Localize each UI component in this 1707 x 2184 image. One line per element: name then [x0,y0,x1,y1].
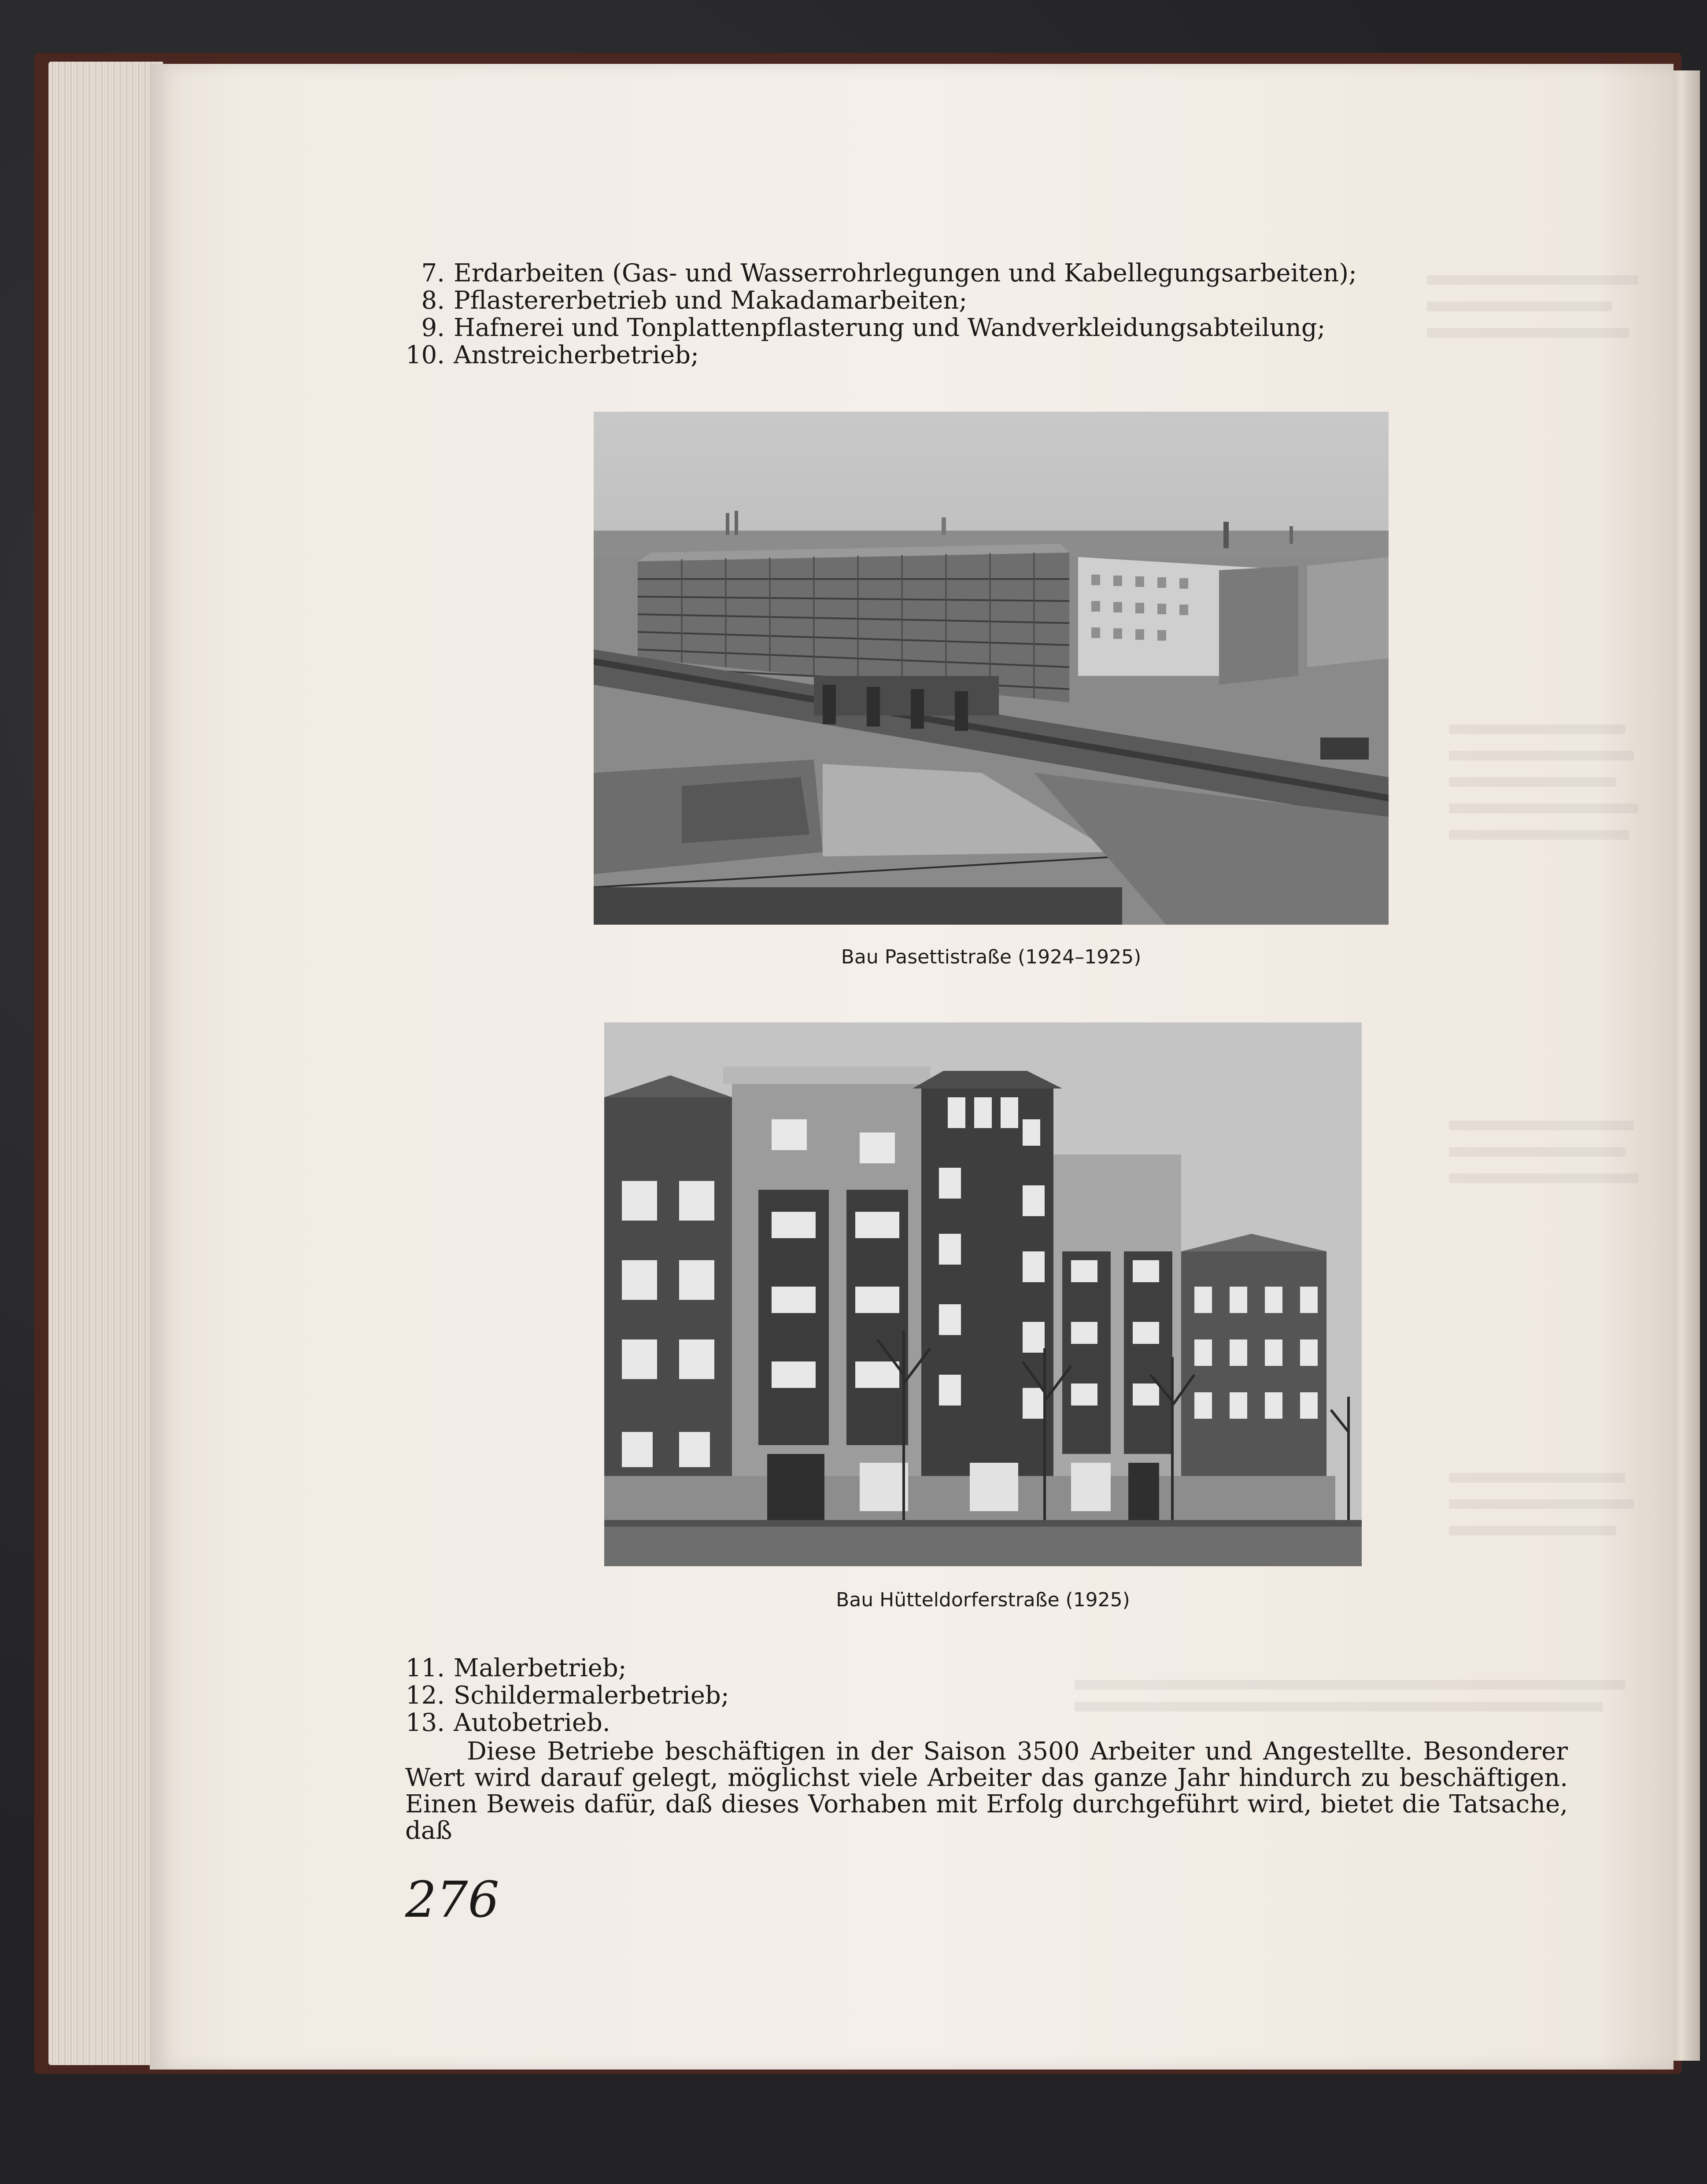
list-item: 10. Anstreicherbetrieb; [405,341,699,369]
list-item: 11. Malerbetrieb; [405,1654,627,1682]
list-item: 7. Erdarbeiten (Gas- und Wasserrohrlegungen und Kabellegungsarbeiten); [421,259,1357,288]
photo-apartment-building [604,1022,1362,1566]
photo-construction-site-image [594,412,1389,925]
figure-caption: Bau Hütteldorferstraße (1925) [836,1589,1130,1611]
list-item: 8. Pflastererbetrieb und Makadamarbeiten; [421,286,968,315]
list-item: 9. Hafnerei und Tonplattenpflasterung und Wandverkleidungsabteilung; [421,314,1326,342]
right-page-edge [1669,70,1700,2061]
list-item: 12. Schildermalerbetrieb; [405,1681,729,1710]
figure-caption: Bau Pasettistraße (1924–1925) [841,946,1142,968]
page-stack-edge [48,62,163,2065]
photo-apartment-building-image [604,1022,1362,1566]
list-item: 13. Autobetrieb. [405,1708,610,1737]
page-number: 276 [405,1871,499,1929]
body-paragraph: Diese Betriebe beschäftigen in der Saison 3500 Arbeiter und Angestellte. Besonderer Wert wird darauf gelegt, möglichst viele Arbeiter das ganze Jahr hindurch zu beschäftigen. Einen Beweis dafür, daß dieses Vorhaben mit Erfolg durchgeführt wird, bietet die Tatsache, daß [405,1737,1568,1845]
photo-construction-site [594,412,1389,925]
